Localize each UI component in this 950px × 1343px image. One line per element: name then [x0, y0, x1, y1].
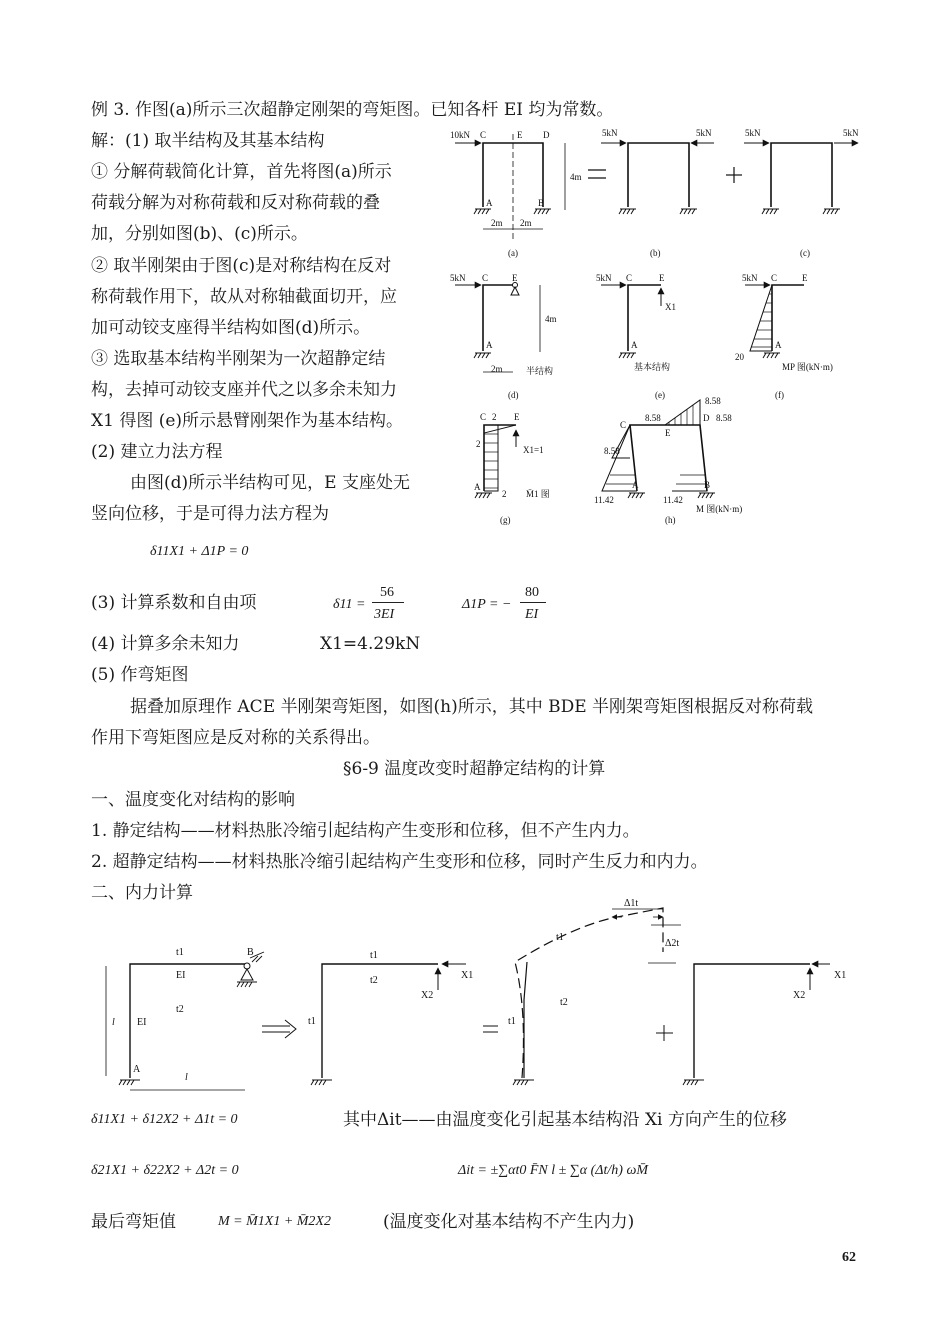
fig-label: E	[802, 273, 808, 283]
para-line: 竖向位移，于是可得力法方程为	[91, 504, 329, 524]
fig-label: t1	[556, 932, 564, 943]
fig-label: EI	[176, 970, 186, 981]
fig-label: 5kN	[602, 128, 618, 138]
fig-label: 20	[735, 352, 744, 362]
page-number: 62	[842, 1250, 856, 1265]
fig-label: 2m	[520, 218, 532, 228]
fig-label: C	[480, 130, 487, 140]
delta1p-denominator: EI	[525, 607, 539, 622]
fig-label: t1	[176, 947, 184, 958]
final-moment-label: 最后弯矩值	[91, 1212, 176, 1232]
fig-caption: (d)	[508, 390, 519, 400]
fig-label: A	[474, 482, 481, 492]
fig-label: B	[247, 947, 254, 958]
delta1p-numerator: 80	[525, 585, 539, 600]
list-item: 2. 超静定结构——材料热胀冷缩引起结构产生变形和位移，同时产生反力和内力。	[91, 852, 708, 872]
fig-label: X1	[461, 970, 474, 981]
fig-label: 5kN	[450, 273, 466, 283]
para-line: ② 取半刚架由于图(c)是对称结构在反对	[91, 256, 392, 276]
solution-step-2: (2) 建立力法方程	[91, 442, 223, 462]
fig-label: B	[538, 198, 545, 208]
fig-label: 2	[476, 439, 481, 449]
fig-label: D	[703, 413, 710, 423]
fig-label: 10kN	[450, 130, 470, 140]
fig-label: 基本结构	[634, 362, 671, 372]
list-item: 1. 静定结构——材料热胀冷缩引起结构产生变形和位移，但不产生内力。	[91, 821, 640, 841]
fig-label: Δ2t	[665, 938, 680, 949]
fig-label: 半结构	[526, 366, 554, 376]
fig-label: t1	[508, 1016, 516, 1027]
fig-label: 8.58	[645, 413, 661, 423]
para-line: X1 得图 (e)所示悬臂刚架作为基本结构。	[91, 411, 404, 431]
fig-label: E	[665, 428, 671, 438]
para-line: 荷载分解为对称荷载和反对称荷载的叠	[91, 193, 380, 213]
fig-label: l	[112, 1017, 115, 1028]
delta11-lhs: δ11 =	[333, 597, 366, 612]
para-line: 构，去掉可动铰支座并代之以多余未知力	[91, 380, 397, 400]
fig-label: t2	[560, 997, 568, 1008]
fig-label: X2	[421, 990, 434, 1001]
fig-caption: (e)	[655, 390, 665, 400]
fig-label: C	[771, 273, 778, 283]
fig-label: 2m	[491, 364, 503, 374]
x1-value: X1=4.29kN	[320, 634, 421, 654]
para-line: 加，分别如图(b)、(c)所示。	[91, 224, 308, 244]
para-line: 加可动铰支座得半结构如图(d)所示。	[91, 318, 371, 338]
fig-label: M̄1 图	[526, 489, 550, 499]
final-moment-equation: M = M̄1X1 + M̄2X2	[218, 1214, 331, 1229]
fig-label: t2	[176, 1004, 184, 1015]
fig-label: t1	[370, 950, 378, 961]
fig-label: X1	[665, 302, 676, 312]
delta1p-lhs: Δ1P = −	[462, 597, 512, 612]
fig-label: A	[631, 340, 638, 350]
final-moment-note: (温度变化对基本结构不产生内力)	[383, 1212, 635, 1232]
fig-label: D	[543, 130, 550, 140]
para-line: ③ 选取基本结构半刚架为一次超静定结	[91, 349, 386, 369]
fig-label: 11.42	[663, 495, 683, 505]
fig-label: 5kN	[745, 128, 761, 138]
delta-it-formula: Δit = ±∑αt0 F̄N l ± ∑α (Δt/h) ωM̄	[458, 1163, 649, 1178]
subheading: 一、温度变化对结构的影响	[91, 790, 295, 810]
fig-label: A	[486, 198, 493, 208]
para-line: 据叠加原理作 ACE 半刚架弯矩图，如图(h)所示，其中 BDE 半刚架弯矩图根据反对称荷载	[130, 697, 814, 717]
fig-label: 11.42	[594, 495, 614, 505]
fig-label: C	[480, 412, 487, 422]
fig-label: t2	[370, 975, 378, 986]
fig-label: 5kN	[742, 273, 758, 283]
fig-label: A	[775, 340, 782, 350]
fig-label: t1	[308, 1016, 316, 1027]
fig-caption: (g)	[500, 515, 511, 525]
fig-label: 2m	[491, 218, 503, 228]
fig-label: A	[486, 340, 493, 350]
solution-step-5: (5) 作弯矩图	[91, 665, 189, 685]
fig-label: C	[482, 273, 489, 283]
temperature-equation-1: δ11X1 + δ12X2 + Δ1t = 0	[91, 1112, 238, 1127]
para-line: ① 分解荷载简化计算，首先将图(a)所示	[91, 162, 392, 182]
section-title: §6-9 温度改变时超静定结构的计算	[343, 759, 606, 779]
fig-label: A	[632, 480, 639, 490]
fig-label: B	[704, 480, 711, 490]
where-definition: 其中Δit——由温度变化引起基本结构沿 Xi 方向产生的位移	[343, 1110, 787, 1130]
solution-step-1: 解：(1) 取半结构及其基本结构	[91, 131, 325, 151]
fig-label: l	[185, 1072, 188, 1083]
fig-label: 4m	[570, 172, 582, 182]
solution-step-3: (3) 计算系数和自由项	[91, 593, 257, 613]
fig-label: Δ1t	[624, 898, 639, 909]
fig-label: 5kN	[596, 273, 612, 283]
fig-label: E	[512, 273, 518, 283]
fig-label: X1	[834, 970, 847, 981]
temperature-equation-2: δ21X1 + δ22X2 + Δ2t = 0	[91, 1163, 239, 1178]
fig-caption: (b)	[650, 248, 661, 258]
fig-label: 5kN	[843, 128, 859, 138]
fig-label: A	[133, 1064, 141, 1075]
fig-label: M 图(kN·m)	[696, 504, 743, 514]
fig-label: C	[620, 420, 627, 430]
delta11-numerator: 56	[380, 585, 394, 600]
fig-label: E	[517, 130, 523, 140]
fig-label: E	[659, 273, 665, 283]
para-line: 称荷载作用下，故从对称轴截面切开，应	[91, 287, 397, 307]
fig-caption: (c)	[800, 248, 810, 258]
para-line: 作用下弯矩图应是反对称的关系得出。	[91, 728, 380, 748]
fig-label: 4m	[545, 314, 557, 324]
fig-caption: (h)	[665, 515, 676, 525]
fig-label: E	[514, 412, 520, 422]
fig-caption: (a)	[508, 248, 518, 258]
solution-step-4: (4) 计算多余未知力	[91, 634, 240, 654]
example-title: 例 3. 作图(a)所示三次超静定刚架的弯矩图。已知各杆 EI 均为常数。	[91, 100, 614, 120]
fig-label: EI	[137, 1017, 147, 1028]
fig-label: X1=1	[523, 445, 544, 455]
fig-label: 2	[492, 412, 497, 422]
fig-label: 5kN	[696, 128, 712, 138]
fig-label: 2	[502, 489, 507, 499]
force-method-equation: δ11X1 + Δ1P = 0	[150, 544, 249, 559]
fig-label: MP 图(kN·m)	[782, 362, 833, 372]
fig-label: 8.58	[716, 413, 732, 423]
fig-caption: (f)	[775, 390, 784, 400]
delta11-denominator: 3EI	[374, 607, 395, 622]
fig-label: 8.58	[705, 396, 721, 406]
fig-label: X2	[793, 990, 806, 1001]
fig-label: 8.58	[604, 446, 620, 456]
para-line: 由图(d)所示半结构可见，E 支座处无	[130, 473, 410, 493]
fig-label: C	[626, 273, 633, 283]
subheading: 二、内力计算	[91, 883, 193, 903]
